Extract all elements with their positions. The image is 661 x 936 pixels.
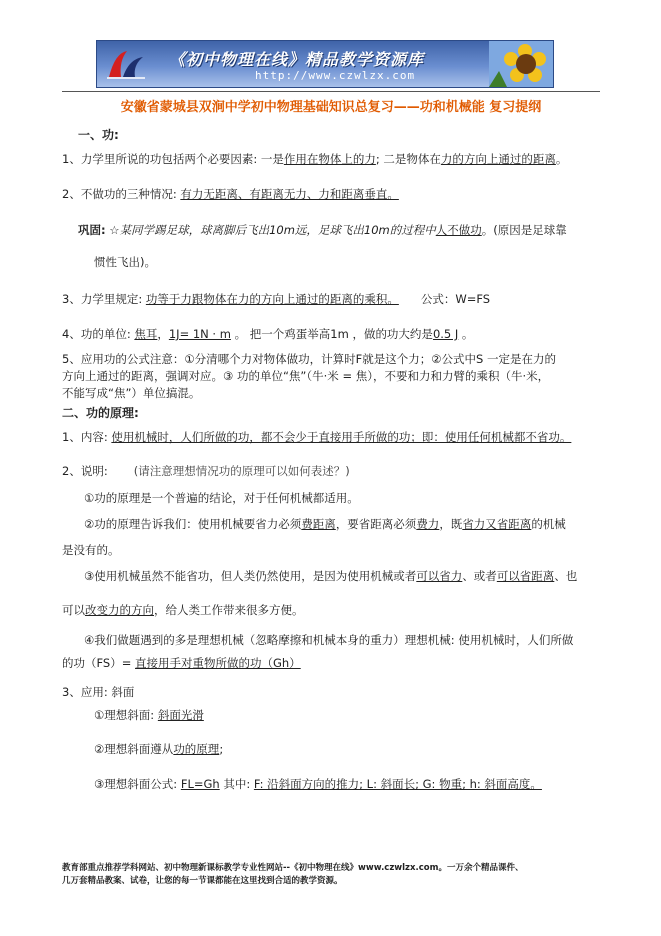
paragraph-formula-notes-1: 5、应用功的公式注意：①分清哪个力对物体做功，计算时F就是这个力；②公式中S 一定是在力的 — [62, 352, 557, 366]
paragraph-work-definition: 3、力学里规定: 功等于力跟物体在力的方向上通过的距离的乘积。 公式：W=FS — [62, 292, 491, 306]
item-principle-tradeoff: ②功的原理告诉我们：使用机械要省力必须费距离，要省距离必须费力，既省力又省距离的机械 — [84, 517, 566, 531]
paragraph-principle-content: 1、内容: 使用机械时，人们所做的功，都不会少于直接用手所做的功；即：使用任何机械都不省功。 — [62, 430, 572, 444]
banner-title: 《初中物理在线》精品教学资源库 — [169, 50, 425, 69]
paragraph-formula-notes-3: 不能写成“焦”）单位搞混。 — [62, 386, 201, 400]
item-principle-tradeoff-cont: 是没有的。 — [62, 543, 120, 557]
footer-line-1: 教育部重点推荐学科网站、初中物理新课标教学专业性网站--《初中物理在线》www.czwlzx.com。一万余个精品课件、 — [62, 863, 524, 873]
item-ideal-machine: ④我们做题遇到的多是理想机械（忽略摩擦和机械本身的重力）理想机械: 使用机械时，人们所做 — [84, 633, 574, 647]
header-rule — [62, 91, 600, 92]
item-ideal-incline: ①理想斜面: 斜面光滑 — [94, 708, 204, 722]
paragraph-work-unit: 4、功的单位: 焦耳，1J= 1N · m 。 把一个鸡蛋举高1m ，做的功大约是0.5 J 。 — [62, 327, 474, 341]
paragraph-consolidation: 巩固: ☆某同学踢足球，球离脚后飞出10m远，足球飞出10m的过程中人不做功。(原因是足球靠 — [78, 223, 567, 237]
page-footer — [62, 862, 602, 888]
item-machine-benefits: ③使用机械虽然不能省功，但人类仍然使用，是因为使用机械或者可以省力、或者可以省距离、也 — [84, 569, 578, 583]
paragraph-work-factors: 1、力学里所说的功包括两个必要因素: 一是作用在物体上的力; 二是物体在力的方向上通过的距离。 — [62, 152, 568, 166]
item-principle-universal: ①功的原理是一个普遍的结论，对于任何机械都适用。 — [84, 491, 359, 505]
item-machine-benefits-cont: 可以改变力的方向，给人类工作带来很多方便。 — [62, 603, 304, 617]
sunflower-icon — [489, 41, 553, 87]
document-title: 安徽省蒙城县双涧中学初中物理基础知识总复习——功和机械能 复习提纲 — [120, 100, 542, 115]
footer-line-2: 几万套精品教案、试卷，让您的每一节课都能在这里找到合适的教学资源。 — [62, 876, 343, 886]
item-ideal-machine-cont: 的功（FS）= 直接用手对重物所做的功（Gh） — [62, 656, 301, 670]
paragraph-consolidation-cont: 惯性飞出)。 — [94, 255, 156, 269]
item-incline-principle: ②理想斜面遵从功的原理; — [94, 742, 224, 756]
section-heading-principle: 二、功的原理: — [62, 406, 139, 420]
paragraph-principle-explain: 2、说明: (请注意理想情况功的原理可以如何表述？) — [62, 464, 350, 478]
paragraph-no-work-cases: 2、不做功的三种情况: 有力无距离、有距离无力、力和距离垂直。 — [62, 187, 399, 201]
paragraph-application: 3、应用: 斜面 — [62, 685, 135, 699]
section-heading-work: 一、功: — [78, 128, 119, 142]
site-banner — [96, 40, 554, 88]
paragraph-formula-notes-2: 方向上通过的距离，强调对应。③ 功的单位“焦”（牛·米 = 焦），不要和力和力臂的乘积（牛·米， — [62, 369, 550, 383]
site-logo-icon — [105, 47, 147, 81]
item-incline-formula: ③理想斜面公式: FL=Gh 其中: F: 沿斜面方向的推力; L: 斜面长; G: 物重; h: 斜面高度。 — [94, 777, 542, 791]
banner-url[interactable]: http://www.czwlzx.com — [255, 69, 416, 82]
